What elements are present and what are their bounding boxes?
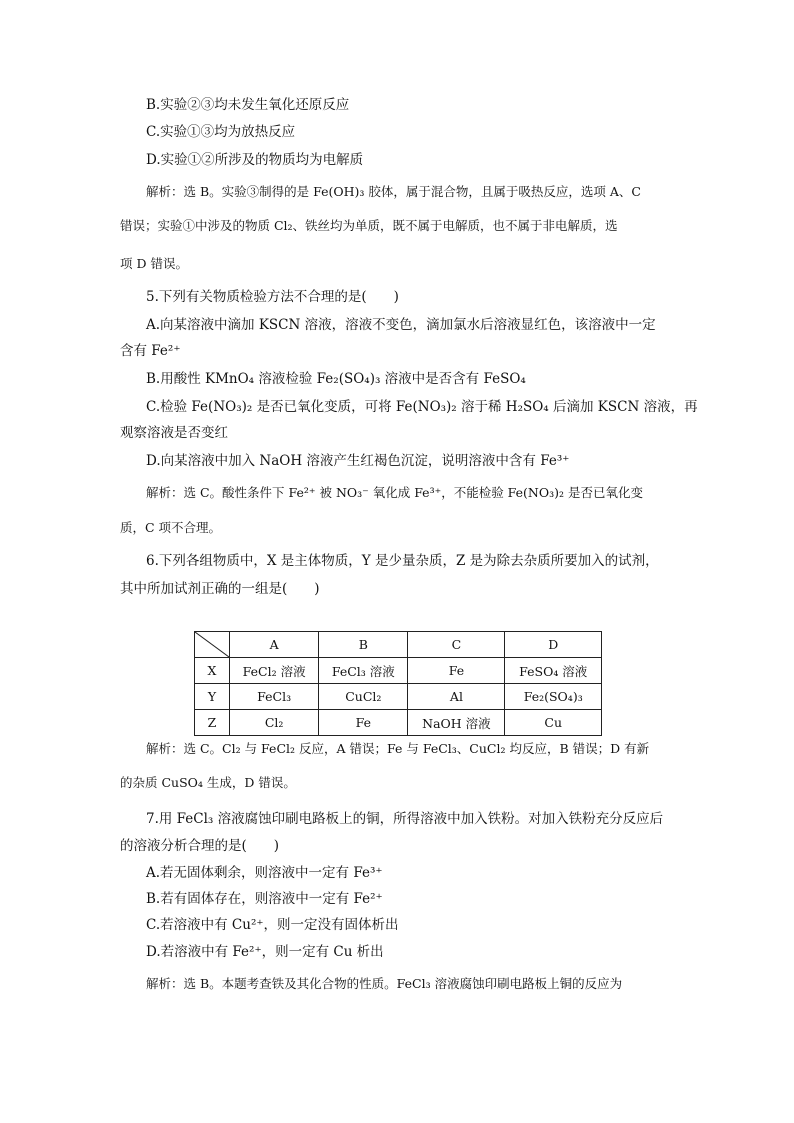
table-row bbox=[195, 658, 602, 684]
table-cell: FeSO₄ 溶液 bbox=[505, 658, 602, 684]
table-header: C bbox=[408, 632, 505, 658]
table-cell: FeCl₂ 溶液 bbox=[230, 658, 319, 684]
table-header: D bbox=[505, 632, 602, 658]
table-row bbox=[195, 710, 602, 736]
table-cell: Cl₂ bbox=[230, 710, 319, 736]
table-corner-cell bbox=[195, 632, 230, 658]
table-cell: Cu bbox=[505, 710, 602, 736]
question-5-stem: 5.下列有关物质检验方法不合理的是( ) bbox=[146, 289, 399, 305]
q5-option-d: D.向某溶液中加入 NaOH 溶液产生红褐色沉淀，说明溶液中含有 Fe³⁺ bbox=[146, 453, 570, 469]
q5-option-a-line-1: A.向某溶液中滴加 KSCN 溶液，溶液不变色，滴加氯水后溶液显红色，该溶液中一定 bbox=[146, 317, 656, 333]
solution-6-line-2: 的杂质 CuSO₄ 生成，D 错误。 bbox=[120, 775, 296, 790]
q7-option-c: C.若溶液中有 Cu²⁺，则一定没有固体析出 bbox=[146, 917, 399, 933]
table-cell: Fe₂(SO₄)₃ bbox=[505, 684, 602, 710]
q5-option-a-line-2: 含有 Fe²⁺ bbox=[120, 343, 181, 359]
table-cell: CuCl₂ bbox=[319, 684, 408, 710]
row-label: X bbox=[195, 658, 230, 684]
question-6-stem-line-2: 其中所加试剂正确的一组是( ) bbox=[120, 581, 320, 597]
q5-option-c-line-2: 观察溶液是否变红 bbox=[120, 425, 228, 441]
q5-option-b: B.用酸性 KMnO₄ 溶液检验 Fe₂(SO₄)₃ 溶液中是否含有 FeSO₄ bbox=[146, 371, 526, 387]
solution-4-line-3: 项 D 错误。 bbox=[120, 256, 188, 271]
question-7-stem-line-1: 7.用 FeCl₃ 溶液腐蚀印刷电路板上的铜，所得溶液中加入铁粉。对加入铁粉充分反应后 bbox=[146, 811, 664, 827]
row-label: Z bbox=[195, 710, 230, 736]
table-cell: FeCl₃ 溶液 bbox=[319, 658, 408, 684]
table-header-row bbox=[195, 632, 602, 658]
option-c-line: C.实验①③均为放热反应 bbox=[146, 124, 296, 140]
solution-7-line-1: 解析：选 B。本题考查铁及其化合物的性质。FeCl₃ 溶液腐蚀印刷电路板上铜的反应为 bbox=[146, 976, 623, 991]
option-d-line: D.实验①②所涉及的物质均为电解质 bbox=[146, 152, 364, 168]
solution-5-line-2: 质，C 项不合理。 bbox=[120, 520, 222, 535]
table-cell: NaOH 溶液 bbox=[408, 710, 505, 736]
q5-option-c-line-1: C.检验 Fe(NO₃)₂ 是否已氧化变质，可将 Fe(NO₃)₂ 溶于稀 H₂SO₄ 后滴加 KSCN 溶液，再 bbox=[146, 399, 698, 415]
solution-5-line-1: 解析：选 C。酸性条件下 Fe²⁺ 被 NO₃⁻ 氧化成 Fe³⁺，不能检验 Fe(NO₃)₂ 是否已氧化变 bbox=[146, 485, 643, 500]
solution-6-line-1: 解析：选 C。Cl₂ 与 FeCl₂ 反应，A 错误；Fe 与 FeCl₃、CuCl₂ 均反应，B 错误；D 有新 bbox=[146, 741, 650, 756]
question-7-stem-line-2: 的溶液分析合理的是( ) bbox=[120, 838, 280, 854]
table-header: B bbox=[319, 632, 408, 658]
diagonal-line bbox=[195, 632, 229, 657]
table-cell: FeCl₃ bbox=[230, 684, 319, 710]
solution-4-line-1: 解析：选 B。实验③制得的是 Fe(OH)₃ 胶体，属于混合物，且属于吸热反应，选项 A、C bbox=[146, 184, 641, 199]
q7-option-b: B.若有固体存在，则溶液中一定有 Fe²⁺ bbox=[146, 891, 383, 907]
row-label: Y bbox=[195, 684, 230, 710]
table-header: A bbox=[230, 632, 319, 658]
reagent-table bbox=[194, 631, 602, 736]
solution-4-line-2: 错误；实验①中涉及的物质 Cl₂、铁丝均为单质，既不属于电解质，也不属于非电解质，选 bbox=[120, 218, 618, 233]
option-b-line: B.实验②③均未发生氧化还原反应 bbox=[146, 97, 350, 113]
table-cell: Al bbox=[408, 684, 505, 710]
table-cell: Fe bbox=[408, 658, 505, 684]
q7-option-a: A.若无固体剩余，则溶液中一定有 Fe³⁺ bbox=[146, 865, 383, 881]
question-6-stem-line-1: 6.下列各组物质中，X 是主体物质，Y 是少量杂质，Z 是为除去杂质所要加入的试剂， bbox=[146, 553, 659, 569]
q7-option-d: D.若溶液中有 Fe²⁺，则一定有 Cu 析出 bbox=[146, 944, 384, 960]
table-cell: Fe bbox=[319, 710, 408, 736]
table-row bbox=[195, 684, 602, 710]
